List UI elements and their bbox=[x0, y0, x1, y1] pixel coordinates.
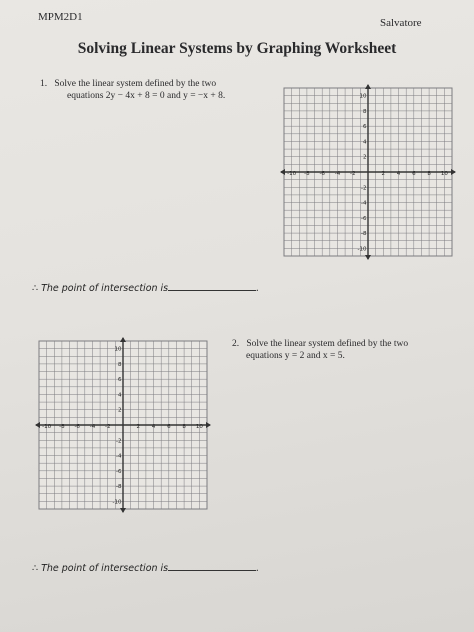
x-tick-label: -2 bbox=[349, 171, 356, 177]
question-2 bbox=[232, 338, 432, 362]
y-tick-label: 6 bbox=[118, 377, 122, 384]
course-code: MPM2D1 bbox=[38, 11, 83, 23]
grid-2 bbox=[33, 335, 213, 515]
y-tick-label: -6 bbox=[361, 215, 367, 222]
y-tick-label: 2 bbox=[363, 154, 367, 161]
x-axis-right-arrow-icon bbox=[206, 422, 211, 428]
y-tick-label: -10 bbox=[112, 499, 122, 506]
x-axis-left-arrow-icon bbox=[280, 169, 285, 175]
teacher-name: Salvatore bbox=[380, 17, 422, 29]
x-tick-label: 10 bbox=[440, 171, 448, 177]
answer-1-blank[interactable] bbox=[168, 280, 256, 291]
answer-2-blank[interactable] bbox=[168, 560, 256, 571]
y-tick-label: -10 bbox=[357, 246, 367, 253]
x-tick-label: 4 bbox=[396, 171, 401, 177]
y-tick-label: -2 bbox=[361, 185, 367, 192]
y-tick-label: -4 bbox=[361, 200, 367, 207]
x-tick-label: -10 bbox=[42, 424, 52, 430]
question-2-number: 2. bbox=[232, 339, 240, 349]
answer-1-suffix: . bbox=[256, 283, 260, 294]
answer-line-1 bbox=[32, 280, 259, 294]
y-tick-label: 6 bbox=[363, 124, 367, 131]
grid-1 bbox=[278, 82, 458, 262]
y-tick-label: 4 bbox=[363, 139, 367, 146]
question-2-line-2: equations y = 2 and x = 5. bbox=[246, 351, 345, 361]
y-axis-bottom-arrow-icon bbox=[365, 255, 371, 260]
question-1-number: 1. bbox=[40, 79, 48, 89]
y-tick-label: 10 bbox=[359, 93, 367, 100]
x-tick-label: -10 bbox=[287, 171, 297, 177]
x-tick-label: 10 bbox=[195, 424, 203, 430]
y-tick-label: -8 bbox=[361, 231, 367, 238]
x-tick-label: -8 bbox=[59, 424, 65, 430]
answer-1-prefix: ∴ The point of intersection is bbox=[32, 283, 169, 294]
question-1-line-1: Solve the linear system defined by the two bbox=[54, 79, 217, 89]
y-tick-label: 8 bbox=[118, 361, 122, 368]
x-axis-left-arrow-icon bbox=[35, 422, 40, 428]
y-tick-label: 10 bbox=[114, 346, 122, 353]
x-tick-label: -4 bbox=[89, 424, 96, 430]
question-1-line-2: equations 2y − 4x + 8 = 0 and y = −x + 8. bbox=[67, 91, 226, 101]
x-tick-label: -6 bbox=[319, 171, 325, 177]
question-2-line-1: Solve the linear system defined by the two bbox=[246, 339, 409, 349]
y-tick-label: -6 bbox=[116, 468, 122, 475]
y-tick-label: -8 bbox=[116, 484, 122, 491]
y-tick-label: 4 bbox=[118, 392, 122, 399]
y-tick-label: -2 bbox=[116, 438, 122, 445]
x-tick-label: -6 bbox=[74, 424, 80, 430]
x-tick-label: 6 bbox=[167, 424, 171, 430]
x-tick-label: -2 bbox=[104, 424, 111, 430]
x-tick-label: -8 bbox=[304, 171, 310, 177]
x-tick-label: 2 bbox=[136, 424, 141, 430]
y-axis-top-arrow-icon bbox=[120, 337, 126, 342]
answer-line-2 bbox=[32, 560, 259, 574]
x-tick-label: -4 bbox=[334, 171, 341, 177]
x-tick-label: 4 bbox=[151, 424, 156, 430]
answer-2-suffix: . bbox=[256, 563, 260, 574]
y-axis-bottom-arrow-icon bbox=[120, 508, 126, 513]
x-tick-label: 8 bbox=[427, 171, 431, 177]
x-axis-right-arrow-icon bbox=[451, 169, 456, 175]
question-1 bbox=[40, 78, 270, 102]
y-axis-top-arrow-icon bbox=[365, 84, 371, 89]
worksheet-title: Solving Linear Systems by Graphing Worksheet bbox=[77, 40, 397, 57]
x-tick-label: 2 bbox=[381, 171, 386, 177]
y-tick-label: 2 bbox=[118, 407, 122, 414]
y-tick-label: -4 bbox=[116, 453, 122, 460]
x-tick-label: 6 bbox=[412, 171, 416, 177]
x-tick-label: 8 bbox=[182, 424, 186, 430]
answer-2-prefix: ∴ The point of intersection is bbox=[32, 563, 169, 574]
y-tick-label: 8 bbox=[363, 108, 367, 115]
